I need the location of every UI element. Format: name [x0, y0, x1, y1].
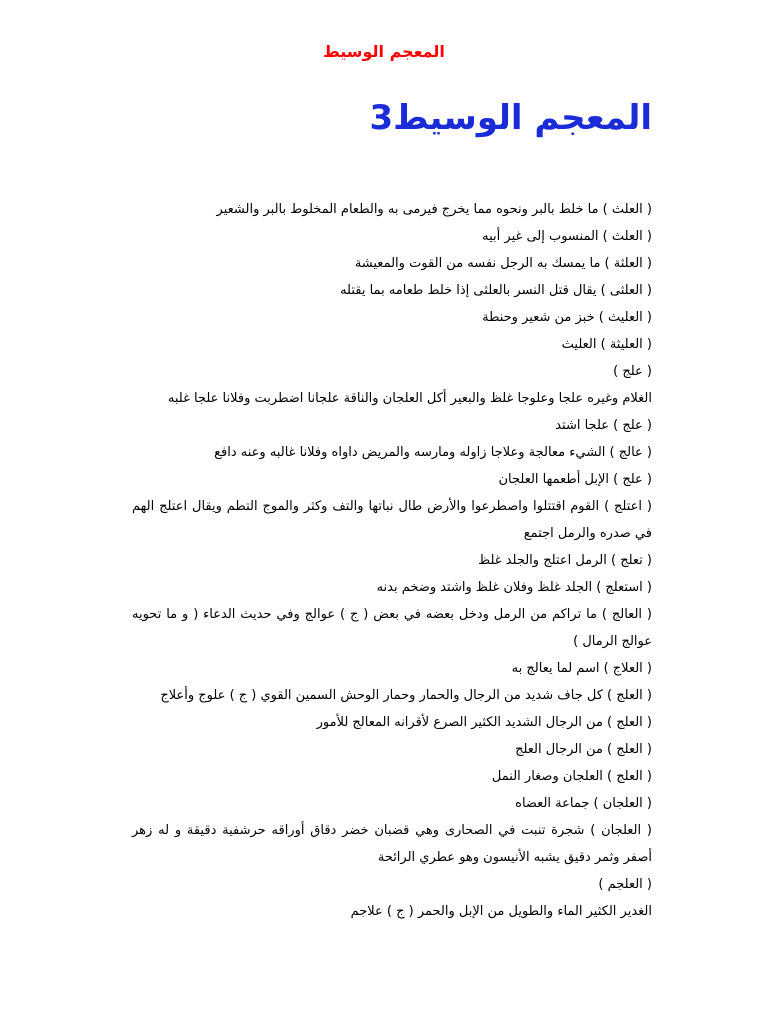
page-header: المعجم الوسيط [323, 42, 445, 61]
dictionary-entry: ( العلث ) ما خلط بالبر ونحوه مما يخرج فيرمى به والطعام المخلوط بالبر والشعير [216, 202, 652, 217]
dictionary-entry: ( العلجان ) جماعة العضاه [515, 796, 652, 811]
dictionary-entry: ( العلج ) من الرجال الشديد الكثير الصرع لأقرانه المعالج للأمور [316, 715, 652, 730]
dictionary-entry: ( العلجان ) شجرة تنبت في الصحارى وهي قضبان خضر دقاق أوراقه حرشفية دقيقة و له زهر أصفر وثمر دقيق يشبه الأنيسون وهو عطري الرائحة [132, 823, 652, 865]
dictionary-entry: ( العلاج ) اسم لما يعالج به [511, 661, 652, 676]
dictionary-entry: الغدير الكثير الماء والطويل من الإبل والحمر ( ج ) علاجم [350, 904, 652, 919]
dictionary-entry: ( العلجم ) [598, 877, 652, 892]
dictionary-entries [132, 196, 652, 925]
dictionary-entry: ( العليث ) خبز من شعير وحنطة [482, 310, 652, 325]
dictionary-entry: الغلام وغيره علجا وعلوجا غلظ والبعير أكل العلجان والناقة علجانا اضطربت وفلانا علجا غلبه [167, 391, 652, 406]
dictionary-entry: ( علج ) علجا اشتد [555, 418, 652, 433]
dictionary-entry: ( عالج ) الشيء معالجة وعلاجا زاوله ومارسه والمريض داواه وفلانا غالبه وعنه دافع [214, 445, 652, 460]
dictionary-entry: ( العلثة ) ما يمسك به الرجل نفسه من القوت والمعيشة [354, 256, 652, 271]
dictionary-entry: ( علج ) [613, 364, 652, 379]
dictionary-entry: ( العلج ) من الرجال العلج [515, 742, 652, 757]
dictionary-entry: ( استعلج ) الجلد غلظ وفلان غلظ واشتد وضخم بدنه [376, 580, 652, 595]
dictionary-entry: ( العليثة ) العليث [561, 337, 652, 352]
dictionary-entry: ( العلث ) المنسوب إلى غير أبيه [482, 229, 652, 244]
dictionary-entry: ( تعلج ) الرمل اعتلج والجلد غلظ [478, 553, 652, 568]
dictionary-entry: ( علج ) الإبل أطعمها العلجان [498, 472, 652, 487]
dictionary-entry: ( العلثى ) يقال قتل النسر بالعلثى إذا خلط طعامه بما يقتله [340, 283, 652, 298]
dictionary-entry: ( اعتلج ) القوم اقتتلوا واصطرعوا والأرض طال نباتها والتف وكثر والموج التطم ويقال اعتلج الهم في صدره والرمل اجتمع [132, 499, 652, 541]
dictionary-entry: ( العلج ) العلجان وصغار النمل [491, 769, 652, 784]
dictionary-entry: ( العالج ) ما تراكم من الرمل ودخل بعضه في بعض ( ج ) عوالج وفي حديث الدعاء ( و ما تحويه عوالج الرمال ) [132, 607, 652, 649]
page-title: المعجم الوسيط3 [369, 98, 652, 138]
dictionary-entry: ( العلج ) كل جاف شديد من الرجال والحمار وحمار الوحش السمين القوي ( ج ) علوج وأعلاج [160, 688, 652, 703]
